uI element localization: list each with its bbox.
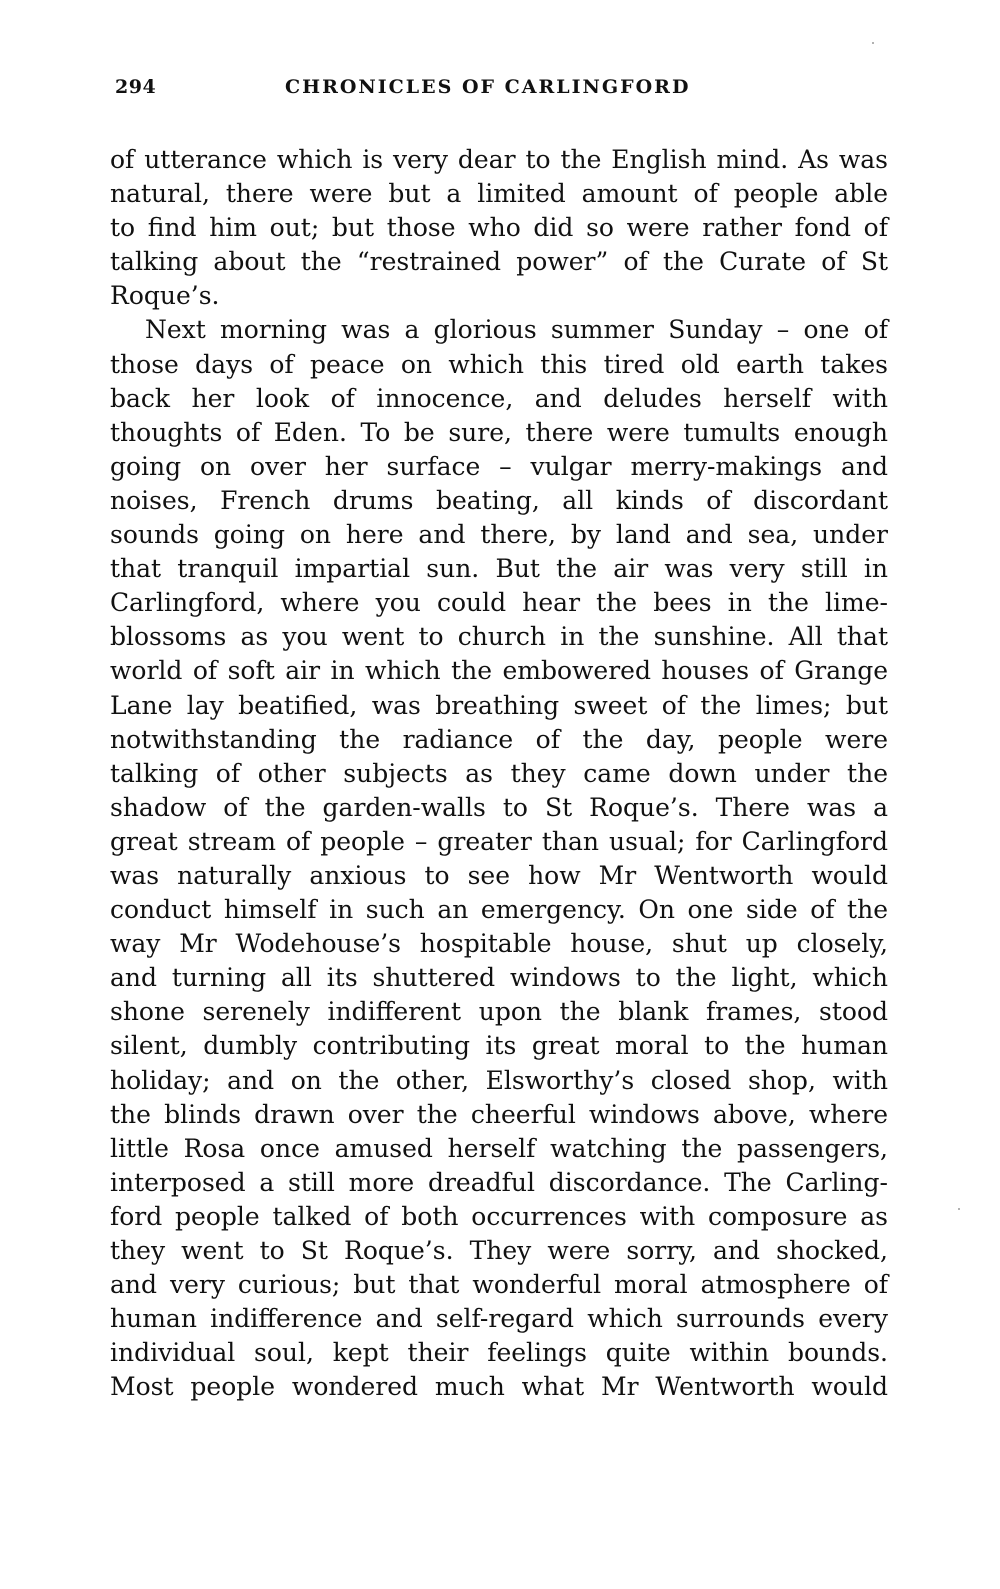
text-line: of utterance which is very dear to the English mind. As was (110, 145, 888, 174)
text-line: and very curious; but that wonderful moral atmosphere of (110, 1270, 888, 1300)
text-line: they went to St Roque’s. They were sorry, and shocked, (110, 1236, 888, 1265)
text-line: ford people talked of both occurrences with composure as (110, 1201, 888, 1231)
text-line: shadow of the garden-walls to St Roque’s. There was a (110, 792, 888, 822)
text-line: human indifference and self-regard which surrounds every (110, 1304, 888, 1334)
text-line: sounds going on here and there, by land and sea, under (110, 520, 888, 550)
text-line: shone serenely indifferent upon the blank frames, stood (110, 997, 888, 1027)
text-line: thoughts of Eden. To be sure, there were tumults enough (110, 417, 888, 447)
text-line: Carlingford, where you could hear the bees in the lime- (110, 588, 888, 618)
text-line: conduct himself in such an emergency. On one side of the (110, 895, 888, 925)
text-line: that tranquil impartial sun. But the air was very still in (110, 554, 888, 584)
text-line: Most people wondered much what Mr Wentworth would (110, 1372, 888, 1402)
text-line: talking of other subjects as they came down under the (110, 758, 888, 788)
text-line: those days of peace on which this tired old earth takes (110, 349, 888, 379)
text-line: was naturally anxious to see how Mr Wentworth would (110, 860, 888, 890)
text-line: interposed a still more dreadful discordance. The Carling- (110, 1167, 888, 1197)
paragraph-start-line: Next morning was a glorious summer Sunday – one of (145, 315, 888, 345)
text-line: little Rosa once amused herself watching the passengers, (110, 1133, 888, 1163)
text-line: Roque’s. (110, 281, 220, 311)
text-line: and turning all its shuttered windows to the light, which (110, 963, 888, 993)
text-line: holiday; and on the other, Elsworthy’s closed shop, with (110, 1065, 888, 1095)
text-line: notwithstanding the radiance of the day, people were (110, 724, 888, 754)
text-line: noises, French drums beating, all kinds of discordant (110, 485, 888, 515)
text-line: the blinds drawn over the cheerful windows above, where (110, 1099, 888, 1129)
running-head-title: CHRONICLES OF CARLINGFORD (285, 76, 691, 98)
text-line: great stream of people – greater than usual; for Carlingford (110, 826, 888, 856)
scan-speck (872, 42, 874, 44)
text-line: back her look of innocence, and deludes herself with (110, 383, 888, 413)
text-line: blossoms as you went to church in the sunshine. All that (110, 622, 888, 652)
text-line: to find him out; but those who did so were rather fond of (110, 213, 888, 243)
text-line: world of soft air in which the embowered houses of Grange (110, 656, 888, 686)
text-line: way Mr Wodehouse’s hospitable house, shut up closely, (110, 929, 888, 959)
text-line: talking about the “restrained power” of the Curate of St (110, 247, 888, 277)
text-line: individual soul, kept their feelings quite within bounds. (110, 1338, 888, 1368)
text-line: going on over her surface – vulgar merry-makings and (110, 451, 888, 481)
text-line: Lane lay beatified, was breathing sweet of the limes; but (110, 690, 888, 720)
text-line: silent, dumbly contributing its great moral to the human (110, 1031, 888, 1061)
scan-speck (958, 1208, 960, 1210)
body-text (110, 143, 888, 1404)
text-line: natural, there were but a limited amount of people able (110, 179, 888, 209)
page-number: 294 (115, 76, 157, 98)
